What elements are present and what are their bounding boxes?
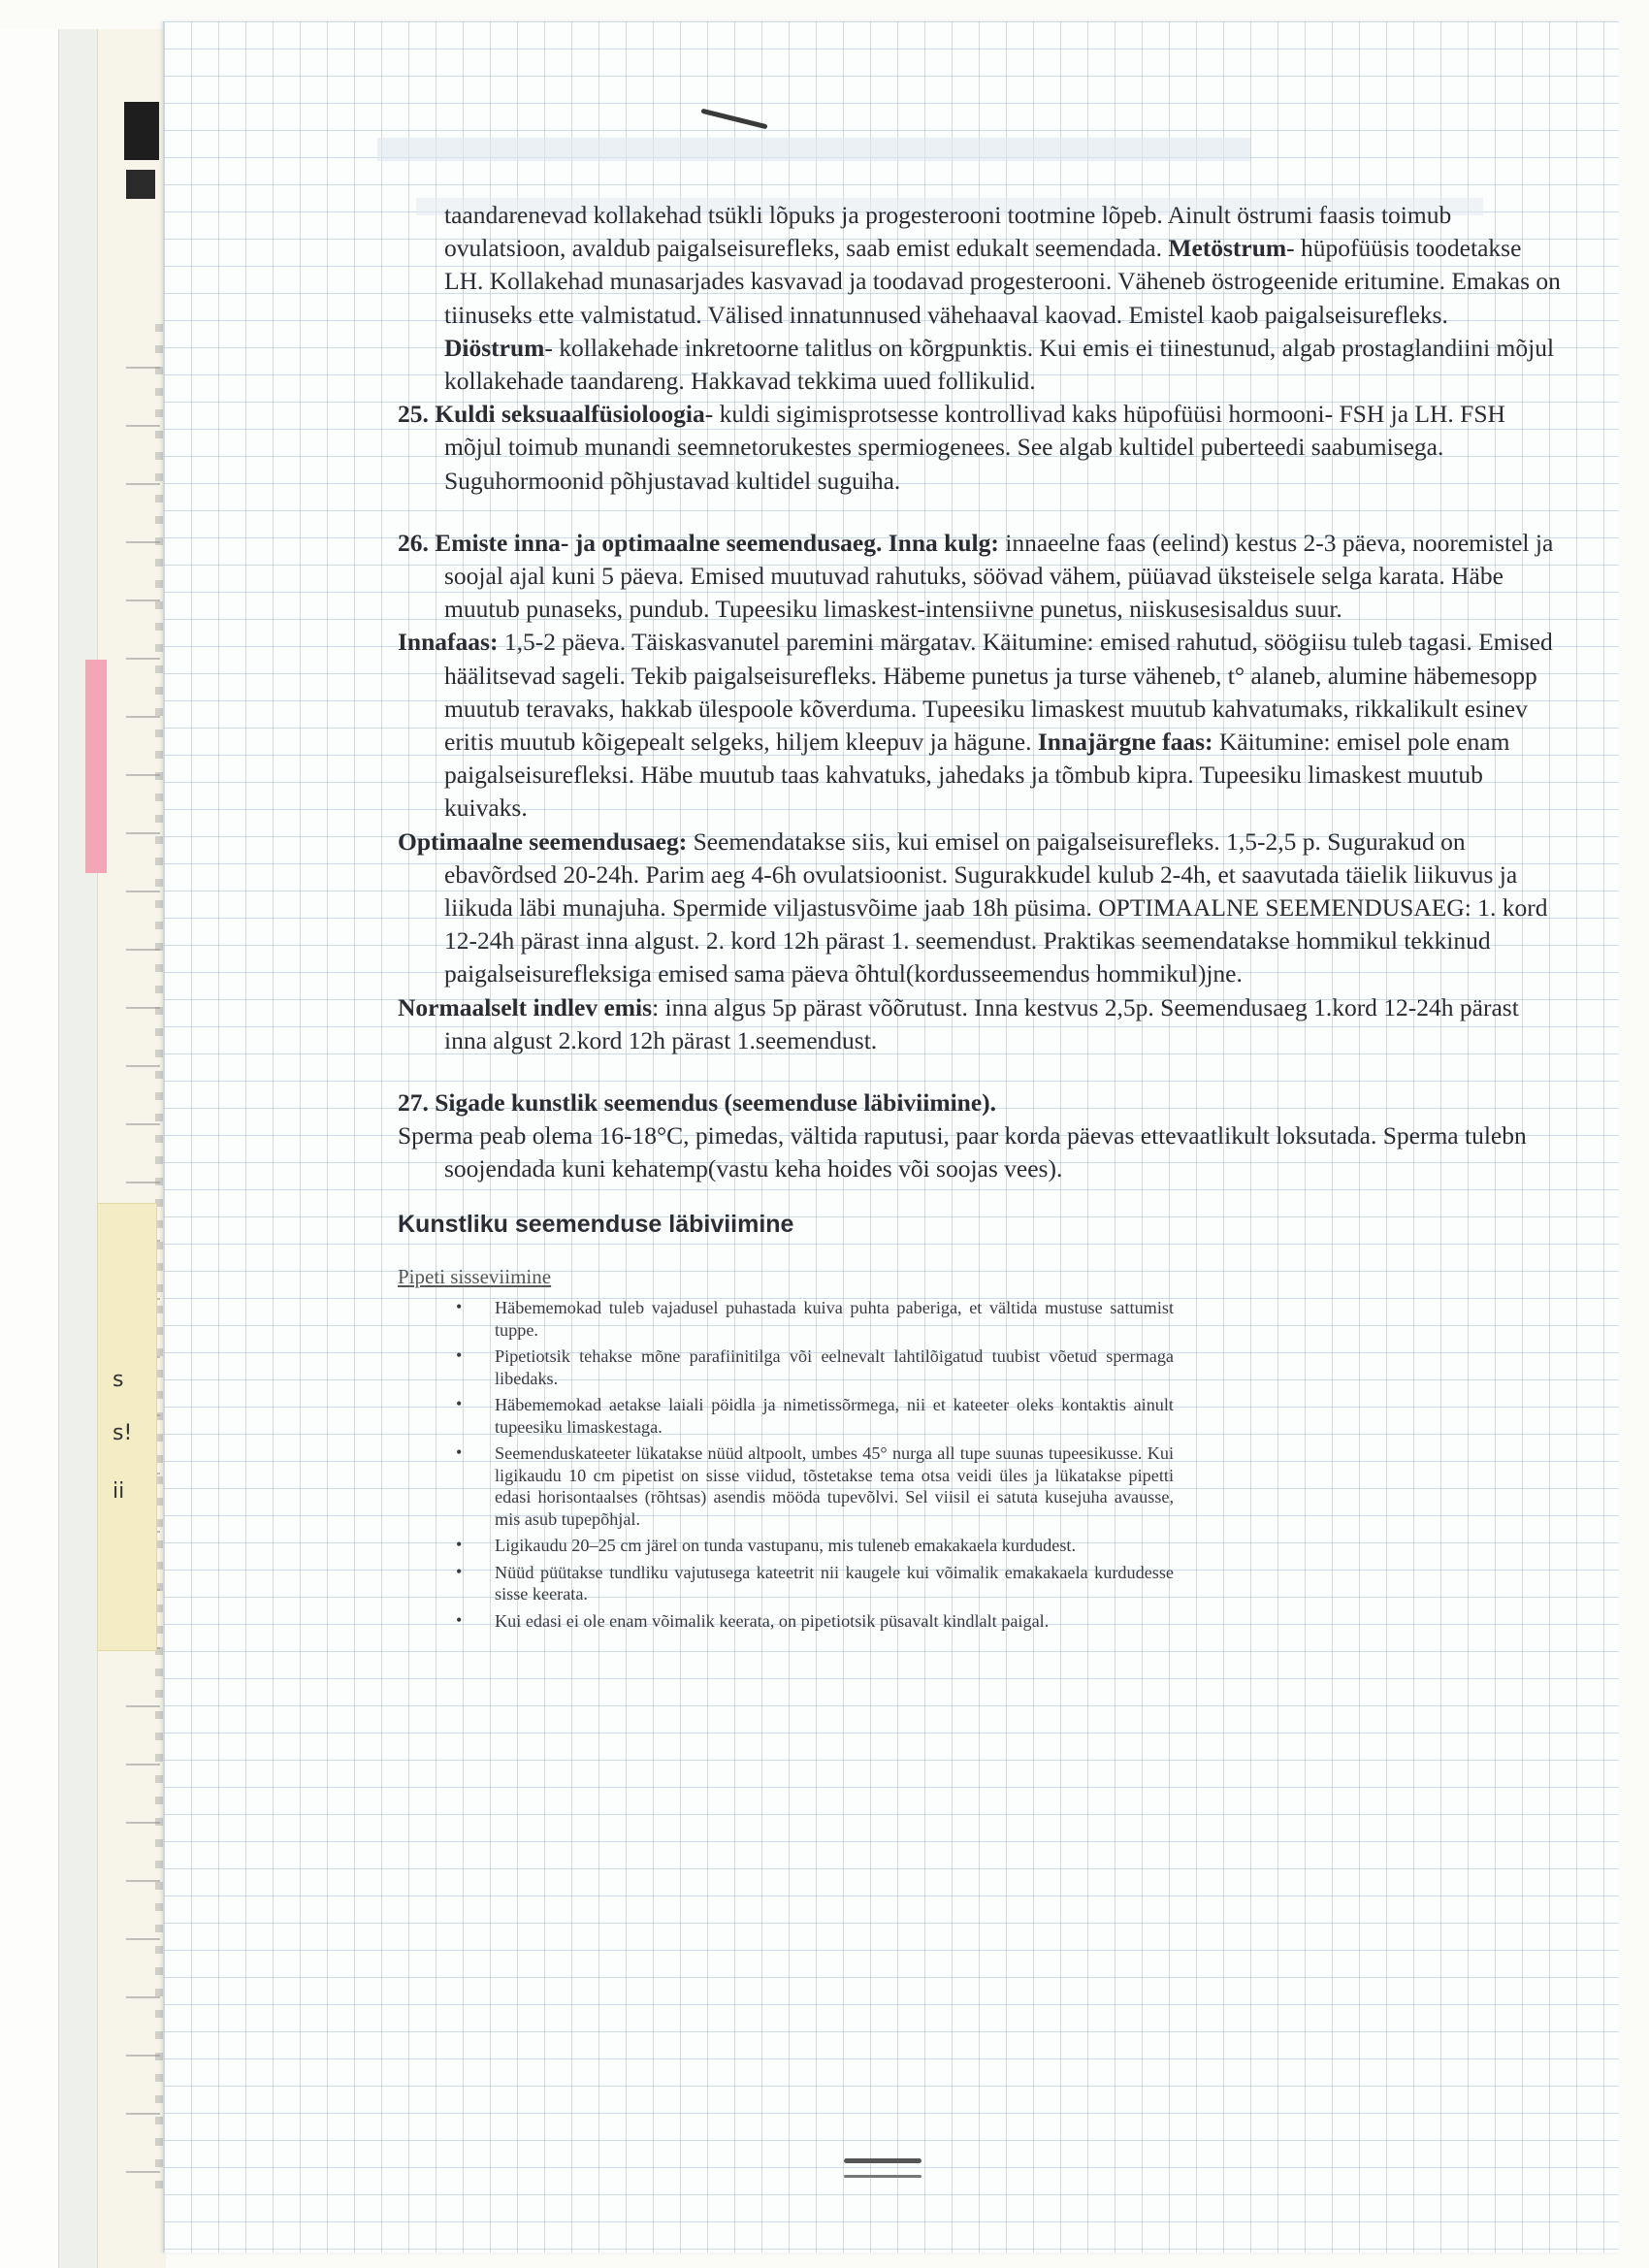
binder-page-edge [58,29,98,2268]
list-item-text: Seemenduskateeter lükatakse nüüd altpoolt, umbes 45° nurga all tupe suunas tupeesikusse. Kui ligikaudu 10 cm pipetist on sisse viidud, tõstetakse tema otsa veidi üles ja lükatakse pipetti edasi horisontaalses (rõhtsas) asendis mööda tupevõlvi. Sel viisil ei satuta kusejuha avausse, mis asub tupepõhjal. [495,1443,1174,1529]
staple-bottom-shadow [844,2175,922,2178]
bold-term: Diöstrum [444,333,545,362]
black-divider-tab [124,102,159,160]
text-run: Seemendatakse siis, kui emisel on paigalseisurefleks. 1,5-2,5 p. Sugurakud on ebavõrdsed 20-24h. Parim aeg 4-6h ovulatsioonist. Sugurakkudel kulub 2-4h, et saavutada täielik liikuvus ja liikuda läbi munajuha. Spermide viljastusvõime jaab 18h püsima. OPTIMAALNE SEEMENDUSAEG: 1. kord 12-24h pärast inna algust. 2. kord 12h pärast 1. seemendust. Praktikas seemendatakse hommikul tekkinud paigalseisurefleksiga emised sama päeva õhtul(kordusseemendus hommikul)jne. [444,826,1548,988]
list-item [398,1297,1174,1341]
paragraph [398,398,1562,498]
bullet-icon: • [456,1561,463,1581]
paragraph [398,527,1562,627]
text-run: : inna algus 5p pärast võõrutust. Inna kestvus 2,5p. Seemendusaeg 1.kord 12-24h pärast inna algust 2.kord 12h pärast 1.seemendust. [444,992,1519,1054]
paragraph [398,1119,1562,1185]
section-27 [398,1086,1562,1186]
list-item [398,1535,1174,1557]
text-run: - hüpofüüsis toodetakse LH. Kollakehad munasarjades kasvavad ja toodavad progesterooni. Väheneb östrogeenide eritumine. Emakas on tiinuseks ette valmistatud. Välised innatunnused vähehaaval kaovad. Emistel kaob paigalseisurefleks. [444,234,1561,329]
text-run: Käitumine: emisel pole enam paigalseisurefleksi. Häbe muutub taas kahvatuks, jahedaks ja tõmbub kipra. Tupeesiku limaskest muutub kuivaks. [444,728,1510,823]
item-number: 25. [398,400,436,429]
paragraph [398,826,1562,991]
section-24-25 [398,199,1562,498]
paragraph [398,626,1562,825]
section-26 [398,527,1562,1057]
list-item [398,1345,1174,1389]
bold-term: Optimaalne seemendusaeg: [398,826,688,856]
pink-sticky-tab [85,660,107,873]
section-heading: Kunstliku seemenduse läbiviimine [398,1210,794,1238]
black-divider-tab-lower [126,170,155,199]
bullet-list [398,1297,1174,1632]
bullet-icon: • [456,1345,463,1366]
text-run: Sperma peab olema 16-18°C, pimedas, vältida raputusi, paar korda päevas ettevaatlikult loksutada. Sperma tulebn soojendada kuni kehatemp(vastu keha hoides või soojas vees). [398,1121,1527,1183]
bold-term: Sigade kunstlik seemendus (seemenduse läbiviimine). [435,1088,997,1118]
text-run: taandarenevad kollakehad tsükli lõpuks ja progesterooni tootmine lõpeb. Ainult östrumi faasis toimub ovulatsioon, avaldub paigalseisurefleks, saab emist edukalt seemendada. [444,201,1452,263]
list-item [398,1562,1174,1605]
staple-bottom [844,2158,922,2163]
margin-mark-2: s! [113,1421,133,1445]
bold-term: Emiste inna- ja optimaalne seemendusaeg. Inna kulg: [435,528,999,557]
list-item-text: Kui edasi ei ole enam võimalik keerata, on pipetiotsik püsavalt kindlalt paigal. [495,1610,1050,1631]
bold-term: Innajärgne faas: [1037,728,1213,757]
paragraph [398,991,1562,1057]
list-item-text: Häbememokad aetakse laiali pöidla ja nimetissõrmega, nii et kateeter oleks kontaktis ainult tupeesiku limaskestaga. [495,1395,1174,1437]
document-body [398,199,1562,1636]
bullet-icon: • [456,1394,463,1414]
bold-term: Innafaas: [398,628,499,657]
margin-mark-1: s [113,1368,124,1392]
margin-mark-3: ii [113,1479,125,1504]
bullet-icon: • [456,1442,463,1463]
list-item [398,1442,1174,1530]
bold-term: Normaalselt indlev emis [398,992,653,1021]
text-run: - kollakehade inkretoorne talitlus on kõrgpunktis. Kui emis ei tiinestunud, algab prostaglandiini mõjul kollakehade taandareng. Hakkavad tekkima uued follikulid. [444,333,1555,396]
binder-edge [0,29,58,2268]
item-number: 27. [398,1088,436,1118]
text-run: 1,5-2 päeva. Täiskasvanutel paremini märgatav. Käitumine: emised rahutud, söögiisu tuleb tagasi. Emised häälitsevad sageli. Tekib paigalseisurefleks. Häbeme punetus ja turse väheneb, t° alaneb, alumine häbemesopp muutub teravaks, hakkab ülespoole kõverduma. Tupeesiku limaskest muutub kahvatumaks, rikkalikult esinev eritis muutub kõigepealt selgeks, hiljem kleepuv ja hägune. [444,628,1553,757]
text-run: innaeelne faas (eelind) kestus 2-3 päeva, nooremistel ja soojal ajal kuni 5 päeva. Emised muutuvad rahutuks, söövad vähem, püüavad üksteisele selga karata. Häbe muutub punaseks, pundub. Tupeesiku limaskest-intensiivne punetus, niiskusesisaldus suur. [444,528,1554,624]
paragraph [398,199,1562,398]
list-item-text: Nüüd püütakse tundliku vajutusega kateetrit nii kaugele kui võimalik emakakaela kurdudesse sisse keerata. [495,1562,1174,1604]
bullet-icon: • [456,1297,463,1317]
bold-term: Metöstrum [1168,234,1287,263]
list-item-text: Pipetiotsik tehakse mõne parafiinitilga või eelnevalt lahtilõigatud tuubist võetud spermaga libedaks. [495,1346,1174,1388]
list-item-text: Ligikaudu 20–25 cm järel on tunda vastupanu, mis tuleneb emakakaela kurdudest. [495,1536,1077,1556]
list-item [398,1394,1174,1438]
text-run: - kuldi sigimisprotsesse kontrollivad kaks hüpofüüsi hormooni- FSH ja LH. FSH mõjul toimub munandi seemnetorukestes spermiogenees. See algab kultidel puberteedi saabumisega. Suguhormoonid põhjustavad kultidel suguiha. [444,400,1505,495]
subheading: Pipeti sisseviimine [398,1264,552,1288]
item-number: 26. [398,528,436,557]
paragraph [398,1086,1562,1119]
list-item [398,1610,1174,1633]
list-item-text: Häbememokad tuleb vajadusel puhastada kuiva puhta paberiga, et vältida mustuse sattumist tuppe. [495,1298,1174,1340]
bullet-icon: • [456,1535,463,1555]
bullet-icon: • [456,1609,463,1630]
bold-term: Kuldi seksuaalfüsioloogia [435,400,705,429]
show-through-line [377,138,1250,161]
